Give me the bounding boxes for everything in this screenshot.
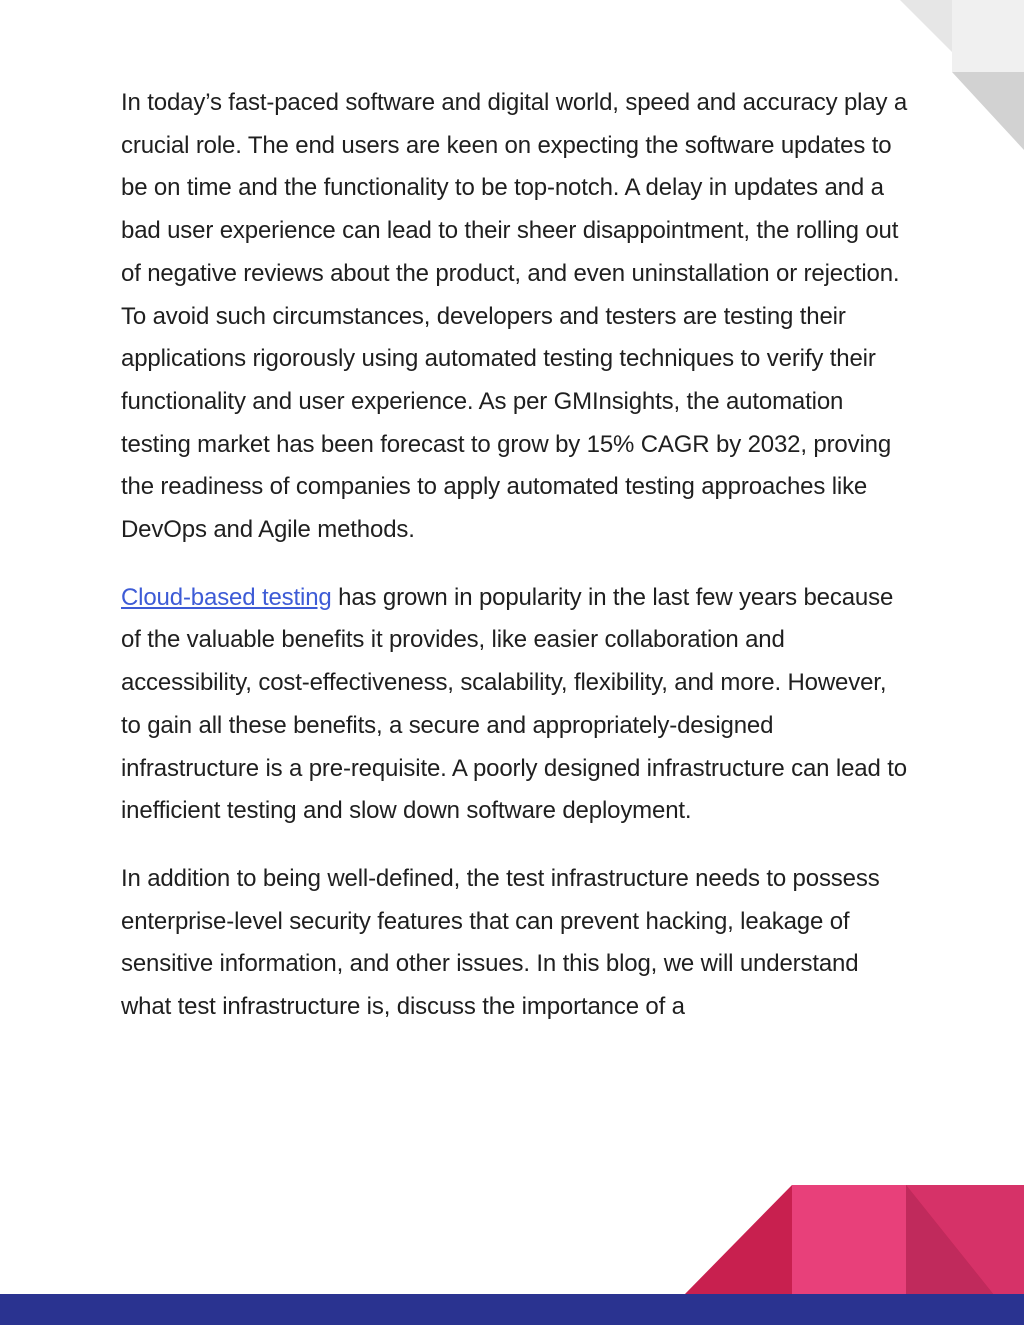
footer-bar xyxy=(0,1294,1024,1325)
paragraph-intro xyxy=(121,82,911,552)
paragraph-security xyxy=(121,858,911,1029)
document-body xyxy=(121,82,911,1054)
paragraph-security-text: In addition to being well-defined, the test infrastructure needs to possess enterprise-level security features that can prevent hacking, leakage of sensitive information, and other issues. In this blog, we will understand what test infrastructure is, discuss the importance of a xyxy=(121,864,880,1021)
paragraph-intro-text: In today’s fast-paced software and digital world, speed and accuracy play a crucial role. The end users are keen on expecting the software updates to be on time and the functionality to be top-notch. A delay in updates and a bad user experience can lead to their sheer disappointment, the rolling out of negative reviews about the product, and even uninstallation or rejection. To avoid such circumstances, developers and testers are testing their applications rigorously using automated testing techniques to verify their functionality and user experience. As per GMInsights, the automation testing market has been forecast to grow by 15% CAGR by 2032, proving the readiness of companies to apply automated testing approaches like DevOps and Agile methods. xyxy=(121,89,908,544)
cloud-based-testing-link[interactable]: Cloud-based testing xyxy=(121,583,332,611)
paragraph-cloud-testing xyxy=(121,577,911,833)
bottom-right-corner-decoration xyxy=(684,1185,1024,1295)
paragraph-cloud-testing-text: has grown in popularity in the last few years because of the valuable benefits it provides, like easier collaboration and accessibility, cost-effectiveness, scalability, flexibility, and more. However, to gain all these benefits, a secure and appropriately-designed infrastructure is a pre-requisite. A poorly designed infrastructure can lead to inefficient testing and slow down software deployment. xyxy=(121,583,907,825)
